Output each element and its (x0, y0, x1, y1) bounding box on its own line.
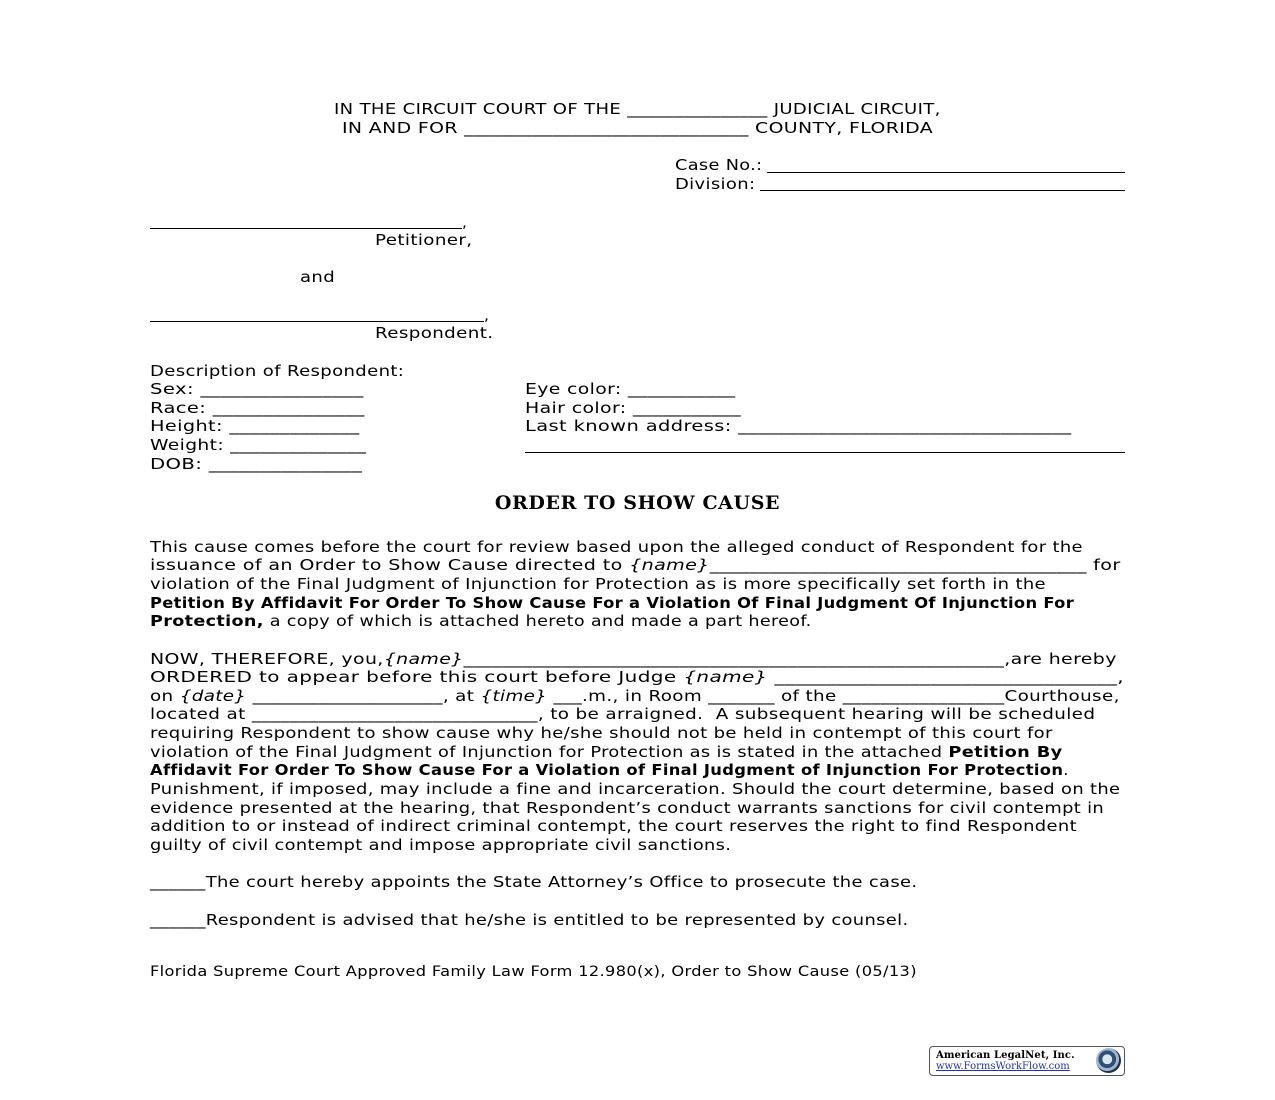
respondent-label: Respondent. (375, 324, 494, 342)
hair-color-field[interactable]: Hair color: ___________ (525, 399, 741, 417)
logo-website-link[interactable]: www.FormsWorkFlow.com (936, 1061, 1070, 1072)
para2-text: requiring Respondent to show cause why he/she should not be held in contempt of this court for (150, 724, 1053, 742)
para2-text: guilty of civil contempt and impose appropriate civil sanctions. (150, 836, 732, 854)
petition-title-bold: Petition By (948, 743, 1063, 761)
para2-line-10 (150, 817, 1077, 836)
para2-text: . (1063, 761, 1069, 779)
para1-line-4 (150, 594, 1074, 613)
date-placeholder: {date} (179, 687, 247, 705)
logo-company-name: American LegalNet, Inc. (936, 1050, 1075, 1061)
race-field[interactable]: Race: _______________ (150, 399, 365, 417)
para2-text: evidence presented at the hearing, that Respondent’s conduct warrants sanctions for civil contempt in (150, 799, 1105, 817)
last-known-address-field[interactable]: Last known address: _________________________________ (525, 417, 1072, 435)
height-field[interactable]: Height: _____________ (150, 417, 360, 435)
location-field[interactable]: located at ______________________________, to be arraigned. A subsequent hearing will be scheduled (150, 705, 1096, 723)
time-placeholder: {time} (480, 687, 548, 705)
para1-line-5 (150, 612, 812, 631)
room-courthouse-fields[interactable]: ___.m., in Room _______ of the _________________Courthouse, (547, 687, 1120, 705)
court-caption-line-2: IN AND FOR _____________________________ COUNTY, FLORIDA (342, 119, 934, 137)
counsel-option[interactable]: ______Respondent is advised that he/she is entitled to be represented by counsel. (150, 911, 909, 929)
respondent-name-field[interactable]: _______________________________________________________,are hereby (463, 650, 1117, 668)
name-placeholder: {name} (629, 556, 710, 574)
petitioner-label: Petitioner, (375, 231, 473, 249)
para2-line-11 (150, 836, 731, 855)
division-label: Division: (675, 175, 756, 193)
case-no-label: Case No.: (675, 156, 763, 174)
state-attorney-option[interactable]: ______The court hereby appoints the State Attorney’s Office to prosecute the case. (150, 873, 918, 891)
form-footer: Florida Supreme Court Approved Family Law Form 12.980(x), Order to Show Cause (05/13) (150, 964, 917, 980)
para1-line-1 (150, 538, 1083, 557)
petitioner-comma: , (462, 213, 468, 231)
para2-line-3 (150, 687, 1120, 706)
para2-line-1 (150, 650, 1117, 669)
para2-text: on (150, 687, 180, 705)
para2-text: Punishment, if imposed, may include a fine and incarceration. Should the court determine, based on the (150, 780, 1121, 798)
and-label: and (300, 268, 336, 286)
para2-line-2 (150, 668, 1124, 687)
para2-line-9 (150, 799, 1104, 818)
petition-title-bold: Affidavit For Order To Show Cause For a Violation of Final Judgment of Injunction For Protection (150, 761, 1064, 779)
para1-text: issuance of an Order to Show Cause directed to (150, 556, 630, 574)
petition-title-bold: Protection, (150, 612, 264, 630)
division-field[interactable] (760, 190, 1125, 191)
document-title: ORDER TO SHOW CAUSE (494, 492, 781, 514)
para2-text: addition to or instead of indirect criminal contempt, the court reserves the right to find Respondent (150, 817, 1077, 835)
respondent-name-field[interactable] (150, 321, 484, 322)
weight-field[interactable]: Weight: ______________ (150, 436, 367, 454)
globe-icon (1096, 1048, 1121, 1073)
date-field[interactable]: ____________________, at (246, 687, 481, 705)
sex-field[interactable]: Sex: ________________ (150, 380, 364, 398)
court-caption-line-1: IN THE CIRCUIT COURT OF THE _______________ JUDICIAL CIRCUIT, (334, 100, 941, 118)
para1-text: This cause comes before the court for review based upon the alleged conduct of Respondent for the (150, 538, 1083, 556)
case-no-field[interactable] (767, 172, 1125, 173)
para2-text: violation of the Final Judgment of Injunction for Protection as is stated in the attached (150, 743, 949, 761)
petitioner-name-field[interactable] (150, 228, 462, 229)
para2-line-5 (150, 724, 1053, 743)
eye-color-field[interactable]: Eye color: ___________ (525, 380, 736, 398)
para2-text: ORDERED to appear before this court before Judge (150, 668, 684, 686)
name-placeholder: {name} (683, 668, 768, 686)
para1-text: violation of the Final Judgment of Injunction for Protection as is more specifically set forth in the (150, 575, 1046, 593)
name-placeholder: {name} (383, 650, 464, 668)
directed-to-name-field[interactable]: ______________________________________ for (709, 556, 1121, 574)
respondent-comma: , (484, 306, 490, 324)
para2-line-6 (150, 743, 1063, 762)
judge-name-field[interactable]: _________________________________, (767, 668, 1124, 686)
para1-line-3 (150, 575, 1046, 594)
description-heading: Description of Respondent: (150, 362, 405, 380)
para2-line-8 (150, 780, 1120, 799)
address-second-line[interactable] (525, 452, 1125, 453)
petition-title-bold: Petition By Affidavit For Order To Show Cause For a Violation Of Final Judgment Of Injunction For (150, 594, 1075, 612)
para1-line-2 (150, 556, 1121, 575)
para2-text: NOW, THEREFORE, you, (150, 650, 384, 668)
para2-line-7 (150, 761, 1069, 780)
dob-field[interactable]: DOB: _______________ (150, 455, 363, 473)
para2-line-4 (150, 705, 1095, 724)
para1-text: a copy of which is attached hereto and made a part hereof. (263, 612, 812, 630)
american-legalnet-logo (929, 1046, 1125, 1076)
